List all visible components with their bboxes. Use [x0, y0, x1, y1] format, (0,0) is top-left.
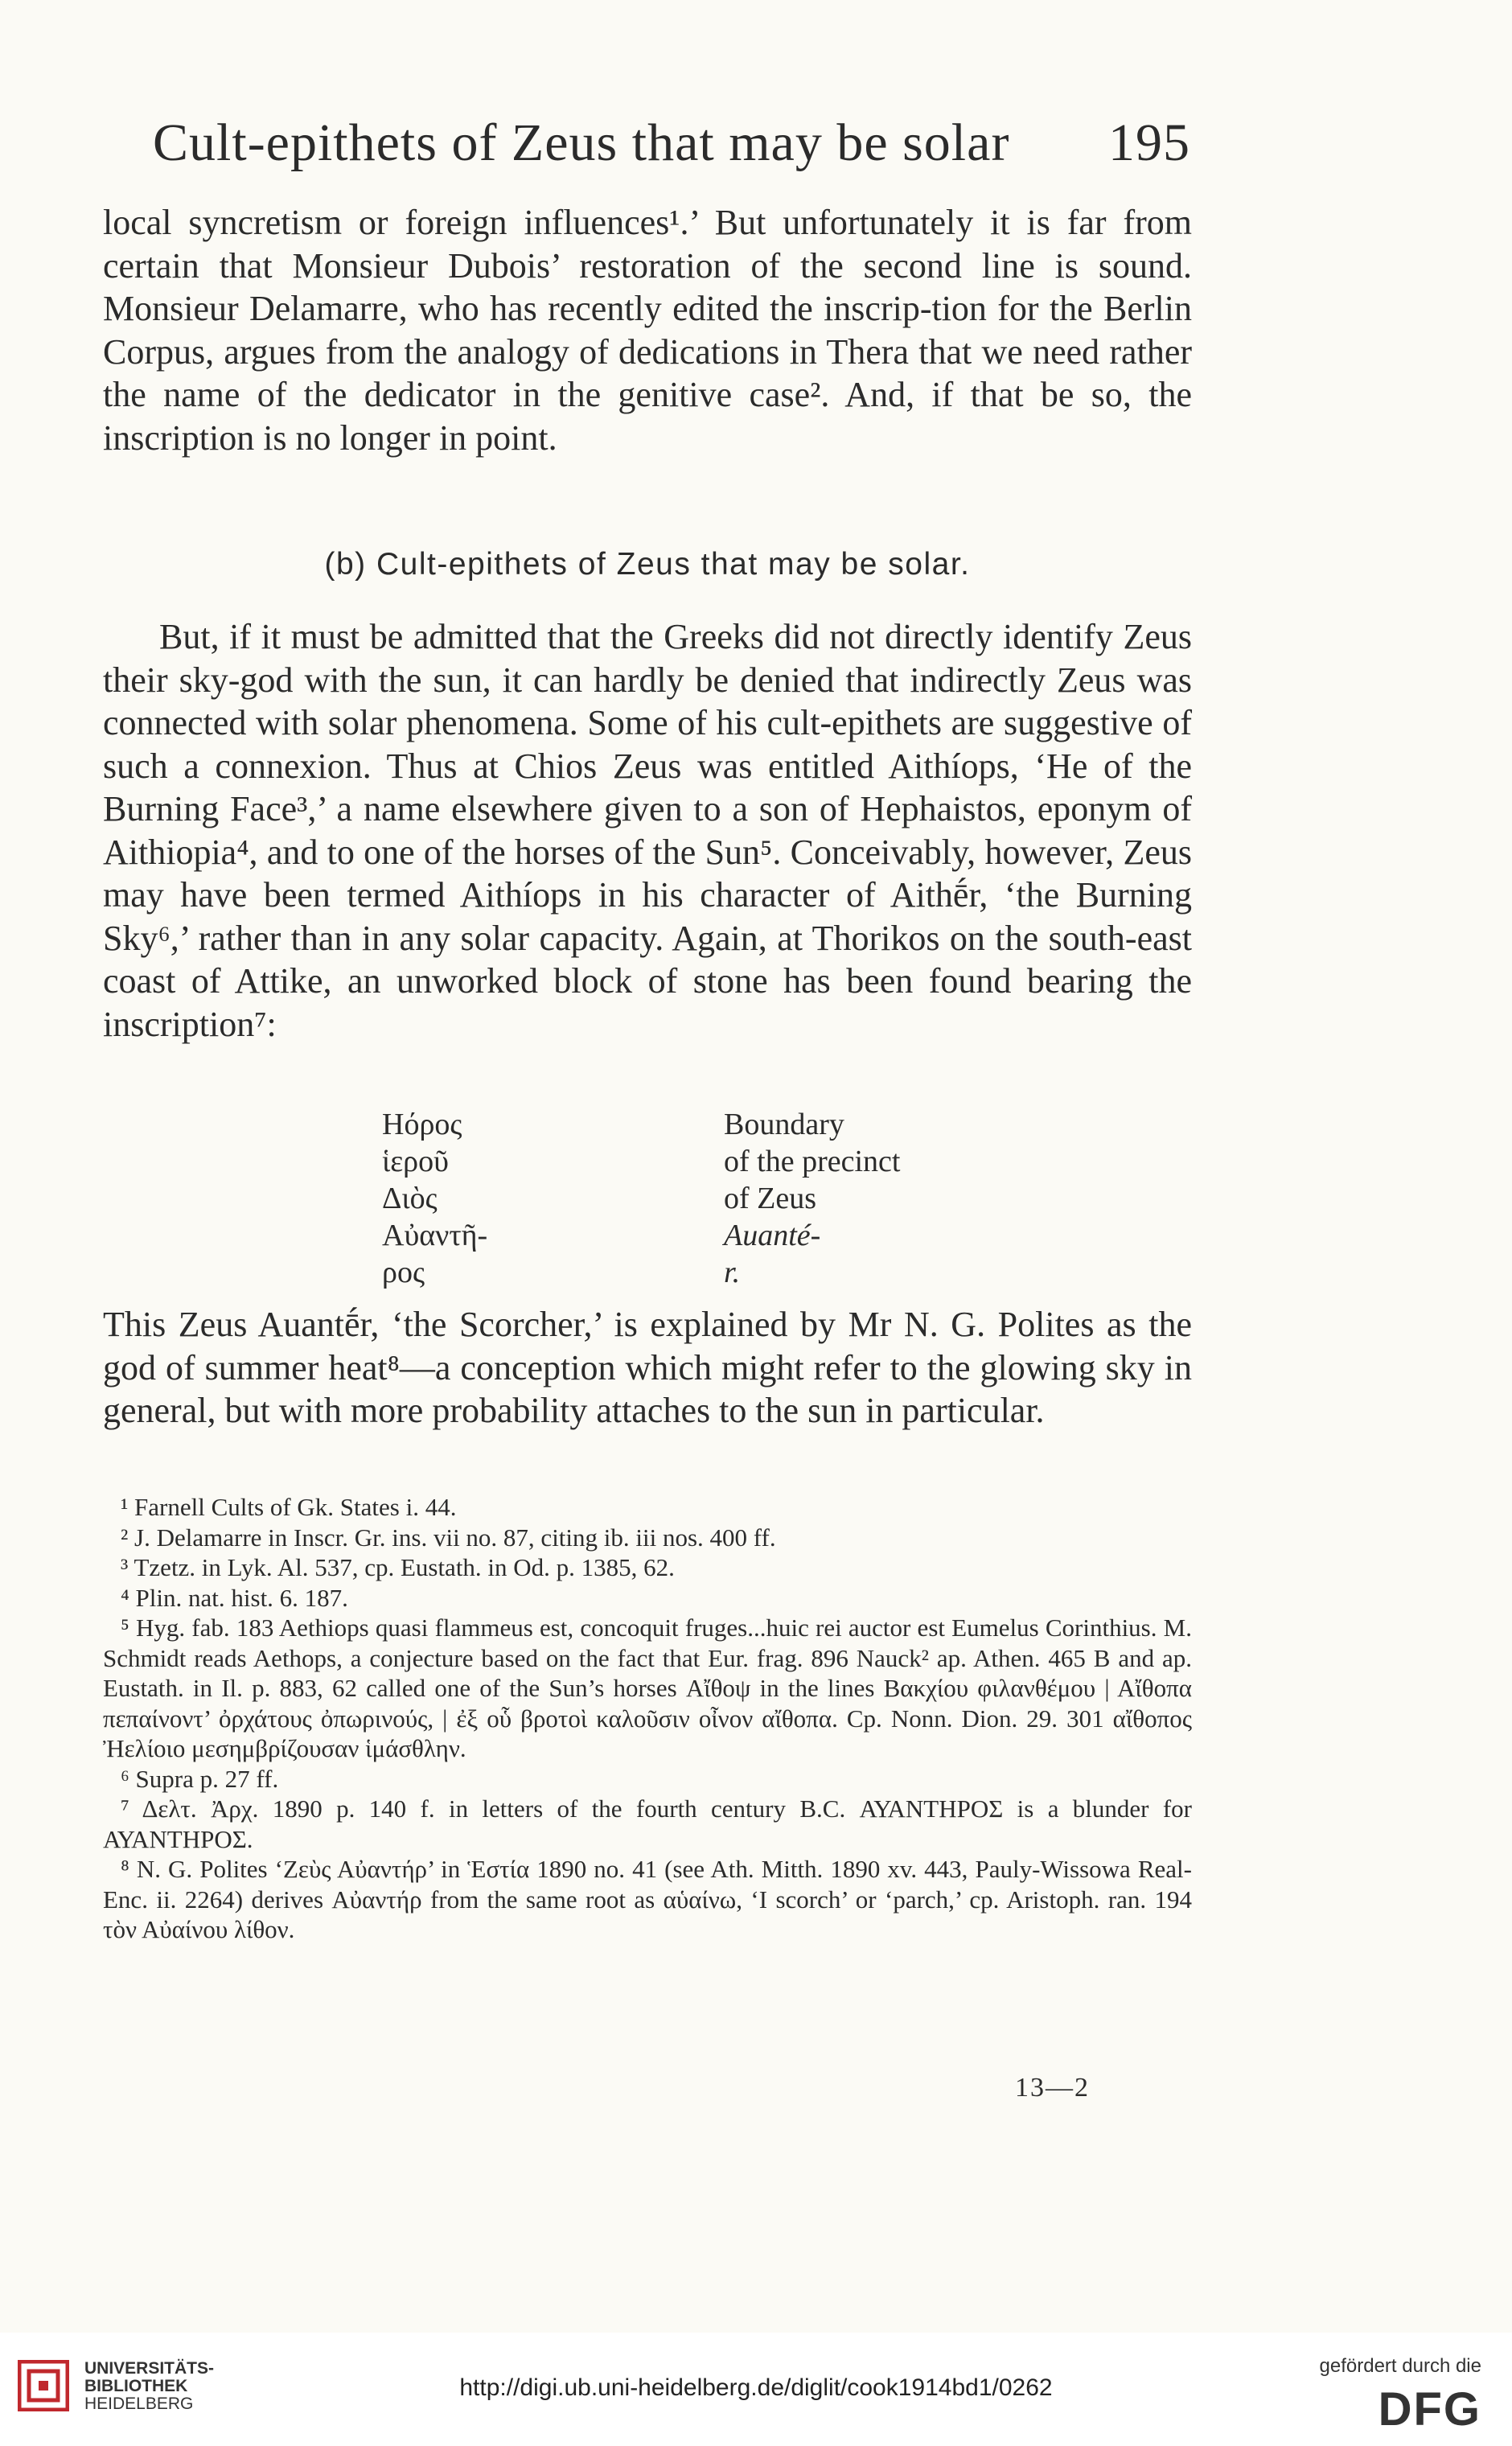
footnotes [103, 1492, 1192, 1945]
inscription-translation-line: Auanté- [724, 1219, 821, 1252]
footnote: ⁷ Δελτ. Ἀρχ. 1890 p. 140 f. in letters of the fourth century B.C. ΑΥΑΝΤΗΡΟΣ is a blunder for ΑΥΑΝΤΗΡΟΣ. [103, 1794, 1192, 1853]
library-footer [0, 2333, 1512, 2446]
footnote: ⁶ Supra p. 27 ff. [121, 1764, 279, 1793]
inscription-greek-line: ἱεροῦ [382, 1145, 449, 1178]
inscription-block [0, 1106, 1512, 1291]
institution-line: HEIDELBERG [84, 2395, 194, 2413]
footnote: ⁵ Hyg. fab. 183 Aethiops quasi flammeus est, concoquit fruges...huic rei auctor est Eumelus Corinthius. M. Schmidt reads Aethops, a conjecture based on the fact that Eur. frag. 896 Nauck² ap. Athen. 465 B and ap. Eustath. in Il. p. 883, 62 called one of the Sun’s horses Αἴθοψ in the lines Βακχίου φιλανθέμου | Αἴθοπα πεπαίνοντ’ ὀρχάτους ὀπωρινούς, | ἐξ οὗ βροτοὶ καλοῦσιν οἶνον αἴθοπα. Cp. Nonn. Dion. 29. 301 αἴθοπος Ἠελίοιο μεσημβρίζουσαν ἱμάσθλην. [103, 1614, 1192, 1762]
paragraph-3: This Zeus Auantḗr, ‘the Scorcher,’ is explained by Mr N. G. Polites as the god of summer heat⁸—a conception which might refer to the glowing sky in general, but with more probability attaches to the sun in particular. [103, 1305, 1192, 1430]
inscription-greek-line: Hόρος [382, 1108, 462, 1141]
signature-mark: 13—2 [1015, 2073, 1090, 2103]
footnote: ⁴ Plin. nat. hist. 6. 187. [121, 1583, 348, 1612]
inscription-translation-line: of Zeus [724, 1182, 817, 1215]
section-heading: (b) Cult-epithets of Zeus that may be solar. [324, 547, 971, 582]
paragraph-1: local syncretism or foreign influences¹.’ But unfortunately it is far from certain that Monsieur Dubois’ restoration of the second line is sound. Monsieur Delamarre, who has recently edited the inscrip-tion for the Berlin Corpus, argues from the analogy of dedications in Thera that we need rather the name of the dedicator in the genitive case². And, if that be so, the inscription is no longer in point. [103, 203, 1192, 458]
inscription-translation-line: of the precinct [724, 1145, 901, 1178]
running-title: Cult-epithets of Zeus that may be solar [153, 113, 1010, 172]
inscription-translation-line: Boundary [724, 1108, 844, 1141]
running-header [153, 113, 1190, 185]
inscription-greek-line: Αὐαντῆ- [382, 1219, 488, 1252]
funding-note: gefördert durch die [1319, 2355, 1481, 2377]
page-number: 195 [1108, 113, 1190, 172]
footnote: ⁸ N. G. Polites ‘Ζεὺς Αὐαντήρ’ in Ἑστία 1890 no. 41 (see Ath. Mitth. 1890 xv. 443, Pauly-Wissowa Real-Enc. ii. 2264) derives Αὐαντήρ from the same root as αὑαίνω, ‘I scorch’ or ‘parch,’ cp. Aristoph. ran. 194 τὸν Αὐαίνου λίθον. [103, 1855, 1192, 1943]
inscription-translation-line: r. [724, 1256, 741, 1289]
paragraph-2: But, if it must be admitted that the Greeks did not directly identify Zeus their sky-god with the sun, it can hardly be denied that indirectly Zeus was connected with solar phenomena. Some of his cult-epithets are suggestive of such a connexion. Thus at Chios Zeus was entitled Aithíops, ‘He of the Burning Face³,’ a name elsewhere given to a son of Hephaistos, eponym of Aithiopia⁴, and to one of the horses of the Sun⁵. Conceivably, however, Zeus may have been termed Aithíops in his character of Aithḗr, ‘the Burning Sky⁶,’ rather than in any solar capacity. Again, at Thorikos on the south-east coast of Attike, an unworked block of stone has been found bearing the inscription⁷: [103, 617, 1192, 1044]
footnote: ³ Tzetz. in Lyk. Al. 537, cp. Eustath. in Od. p. 1385, 62. [121, 1553, 675, 1581]
footnote: ² J. Delamarre in Inscr. Gr. ins. vii no. 87, citing ib. iii nos. 400 ff. [121, 1523, 776, 1552]
institution-line: UNIVERSITÄTS- [84, 2359, 215, 2378]
permalink[interactable]: http://digi.ub.uni-heidelberg.de/diglit/cook1914bd1/0262 [459, 2374, 1053, 2401]
dfg-logo: DFG [1378, 2383, 1481, 2436]
inscription-greek-line: ρος [382, 1256, 425, 1289]
institution-line: BIBLIOTHEK [84, 2377, 188, 2395]
inscription-greek-line: Διὸς [382, 1182, 438, 1215]
footnote: ¹ Farnell Cults of Gk. States i. 44. [121, 1493, 457, 1521]
